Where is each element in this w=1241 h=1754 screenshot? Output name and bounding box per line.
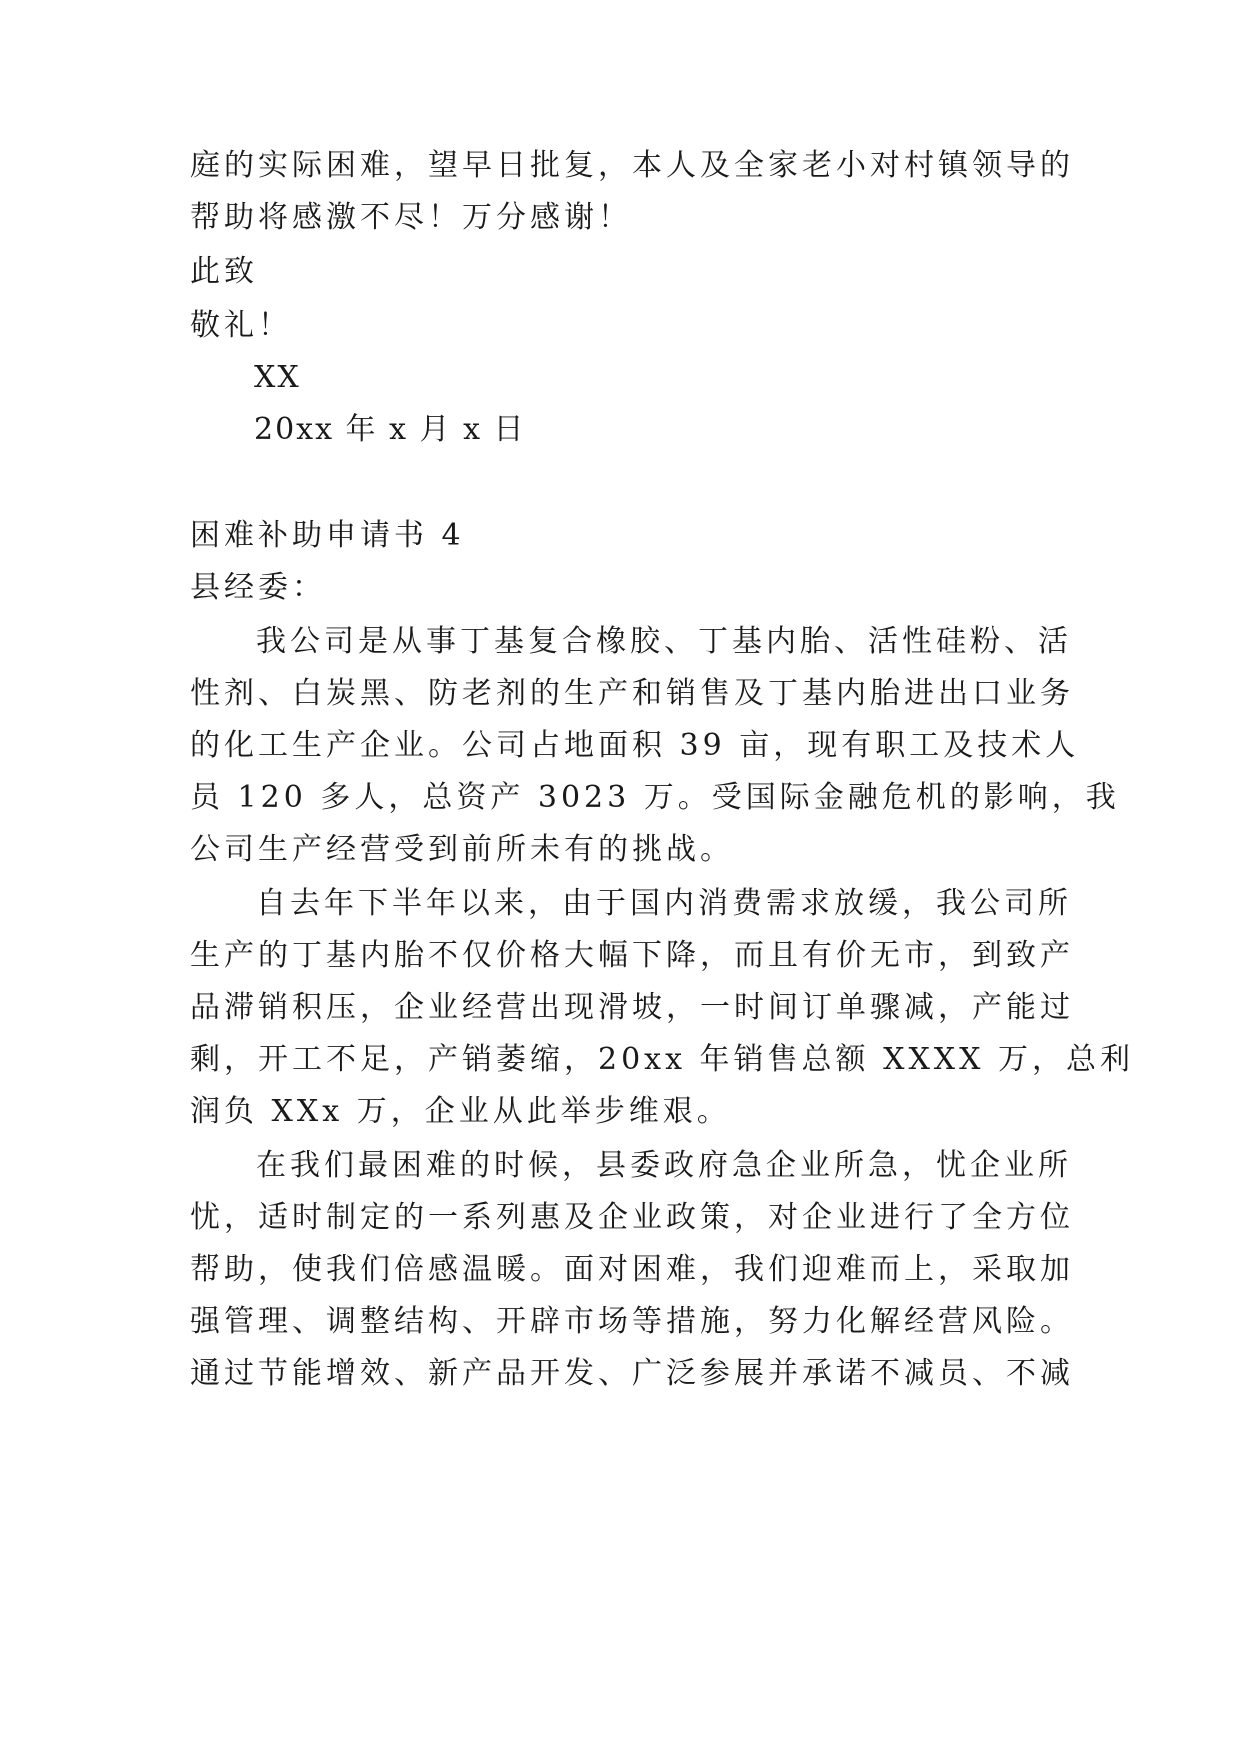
- paragraph-line: 剩，开工不足，产销萎缩，20xx 年销售总额 XXXX 万，总利: [190, 1042, 1135, 1077]
- paragraph-line: 润负 XXx 万，企业从此举步维艰。: [190, 1094, 731, 1129]
- closing-regards: 敬礼！: [190, 308, 292, 343]
- text-line: 庭的实际困难，望早日批复，本人及全家老小对村镇领导的: [190, 148, 1074, 183]
- addressee: 县经委：: [190, 570, 326, 605]
- paragraph-line: 品滞销积压，企业经营出现滑坡，一时间订单骤减，产能过: [190, 990, 1074, 1025]
- paragraph-line: 性剂、白炭黑、防老剂的生产和销售及丁基内胎进出口业务: [190, 676, 1074, 711]
- paragraph-line: 在我们最困难的时候，县委政府急企业所急，忧企业所: [256, 1148, 1072, 1183]
- paragraph-line: 的化工生产企业。公司占地面积 39 亩，现有职工及技术人: [190, 728, 1080, 763]
- closing-salutation: 此致: [190, 254, 258, 289]
- signature: XX: [254, 360, 301, 395]
- date: 20xx 年 x 月 x 日: [254, 412, 526, 447]
- paragraph-line: 忧，适时制定的一系列惠及企业政策，对企业进行了全方位: [190, 1200, 1074, 1235]
- paragraph-line: 帮助，使我们倍感温暖。面对困难，我们迎难而上，采取加: [190, 1252, 1074, 1287]
- paragraph-line: 生产的丁基内胎不仅价格大幅下降，而且有价无市，到致产: [190, 938, 1074, 973]
- paragraph-line: 通过节能增效、新产品开发、广泛参展并承诺不减员、不减: [190, 1356, 1074, 1391]
- section-title: 困难补助申请书 4: [190, 518, 465, 553]
- text-line: 帮助将感激不尽！万分感谢！: [190, 200, 632, 235]
- paragraph-line: 强管理、调整结构、开辟市场等措施，努力化解经营风险。: [190, 1304, 1074, 1339]
- paragraph-line: 自去年下半年以来，由于国内消费需求放缓，我公司所: [256, 886, 1072, 921]
- paragraph-line: 员 120 多人，总资产 3023 万。受国际金融危机的影响，我: [190, 780, 1120, 815]
- paragraph-line: 我公司是从事丁基复合橡胶、丁基内胎、活性硅粉、活: [256, 624, 1072, 659]
- paragraph-line: 公司生产经营受到前所未有的挑战。: [190, 832, 734, 867]
